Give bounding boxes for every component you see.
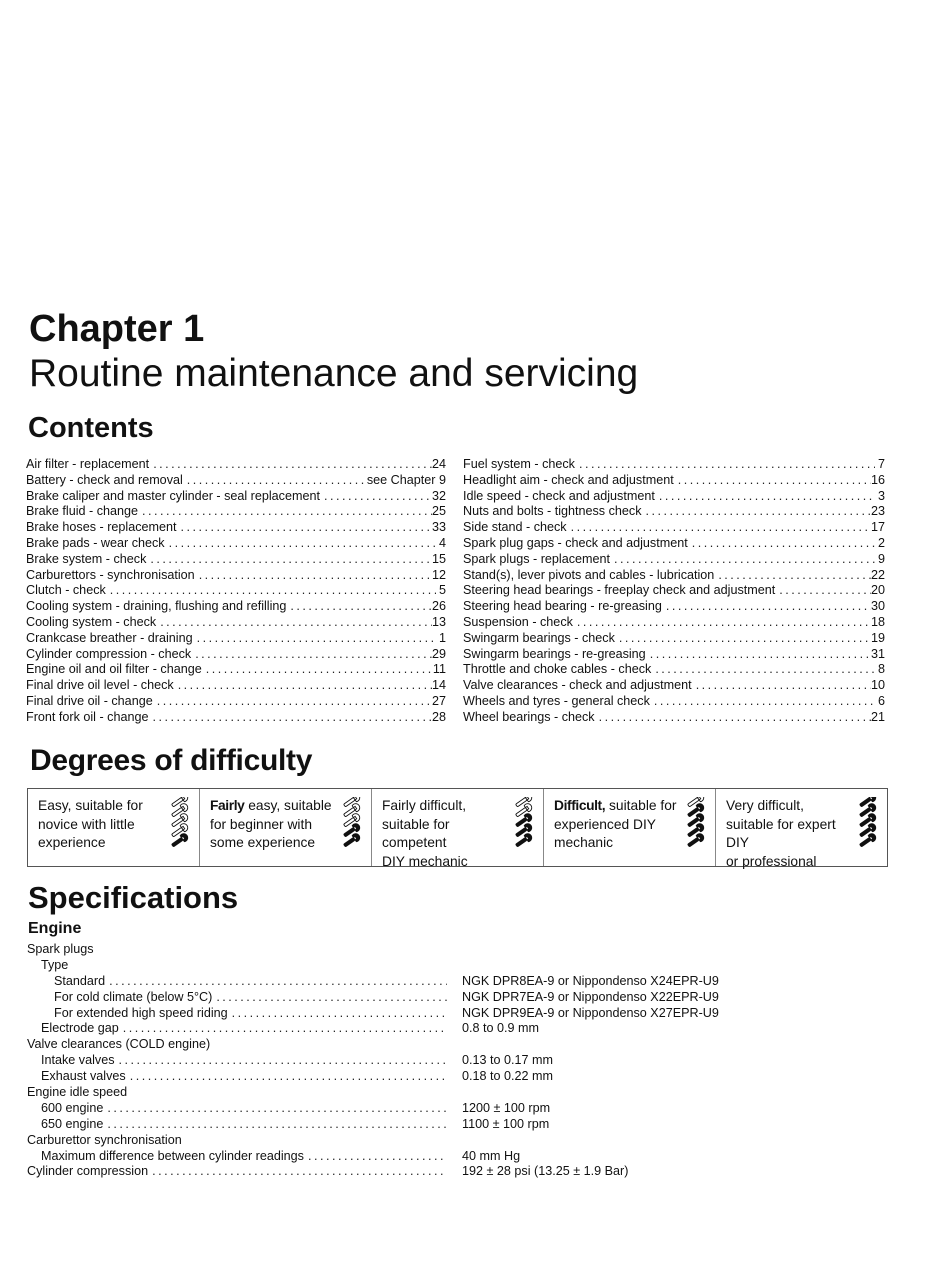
spec-label: Engine idle speed (27, 1085, 128, 1100)
spec-value: 0.13 to 0.17 mm (462, 1053, 554, 1068)
difficulty-line: DIY mechanic (382, 853, 468, 869)
spec-row (27, 974, 767, 990)
toc-entry-page: 30 (870, 599, 885, 614)
spec-row (27, 942, 767, 958)
toc-entry-page: 22 (870, 567, 885, 582)
toc-entry[interactable] (463, 631, 885, 647)
toc-entry-page: 5 (438, 583, 446, 598)
difficulty-line: novice with little (38, 816, 135, 832)
toc-entry[interactable] (463, 599, 885, 615)
leader-dots (183, 473, 367, 489)
difficulty-emphasis: Fairly (210, 798, 245, 813)
difficulty-scale (27, 788, 888, 867)
toc-entry-label: Throttle and choke cables - check (463, 662, 652, 677)
toc-entry-page: 6 (877, 693, 885, 708)
leader-dots (610, 552, 875, 568)
chapter-number: Chapter 1 (29, 308, 205, 350)
difficulty-line: suitable for expert DIY (726, 816, 836, 850)
spec-row (27, 1069, 767, 1085)
toc-entry-page: 28 (431, 709, 446, 724)
difficulty-line: Very difficult, (726, 798, 804, 813)
spec-label: Intake valves (41, 1053, 115, 1068)
spec-value: NGK DPR9EA-9 or Nippondenso X27EPR-U9 (462, 1005, 719, 1020)
spec-row (27, 1164, 767, 1180)
leader-dots (674, 473, 871, 489)
toc-entry-label: Headlight aim - check and adjustment (463, 472, 674, 487)
toc-entry[interactable] (463, 615, 885, 631)
difficulty-line: or professional (726, 853, 817, 869)
spec-row (27, 990, 767, 1006)
difficulty-level (200, 789, 372, 866)
toc-entry-label: Wheel bearings - check (463, 709, 595, 724)
spec-value: NGK DPR8EA-9 or Nippondenso X24EPR-U9 (462, 973, 719, 988)
toc-entry-label: Cooling system - check (26, 614, 157, 629)
leader-dots (153, 694, 432, 710)
toc-entry-label: Brake hoses - replacement (26, 520, 177, 535)
toc-entry[interactable] (463, 647, 885, 663)
toc-entry-page: 20 (870, 583, 885, 598)
spec-row (27, 1133, 767, 1149)
spec-row (27, 1117, 767, 1133)
toc-entry[interactable] (463, 473, 885, 489)
toc-entry-label: Final drive oil - change (26, 693, 153, 708)
toc-entry[interactable] (26, 457, 446, 473)
difficulty-line: suitable for (605, 798, 677, 813)
difficulty-description (726, 797, 858, 871)
spanner-rating-icon (511, 797, 535, 853)
spec-label: 600 engine (41, 1100, 104, 1115)
spec-label: Standard (54, 973, 106, 988)
leader-dots (662, 599, 871, 615)
spec-row (27, 1021, 767, 1037)
toc-entry-label: Brake caliper and master cylinder - seal replacement (26, 488, 320, 503)
leader-dots (138, 504, 432, 520)
toc-entry[interactable] (463, 583, 885, 599)
toc-entry-page: 26 (431, 599, 446, 614)
spanner-rating-icon (339, 797, 363, 853)
toc-entry-page: 2 (877, 535, 885, 550)
difficulty-line: for beginner with (210, 816, 313, 832)
toc-entry[interactable] (26, 599, 446, 615)
leader-dots (156, 615, 432, 631)
spec-row (27, 1101, 767, 1117)
leader-dots (193, 631, 436, 647)
difficulty-line: experience (38, 835, 106, 850)
difficulty-line: some experience (210, 835, 316, 850)
leader-dots (615, 631, 871, 647)
leader-dots (573, 615, 871, 631)
leader-dots (126, 1069, 447, 1085)
toc-entry[interactable] (463, 568, 885, 584)
leader-dots (174, 678, 432, 694)
toc-entry-label: Battery - check and removal (26, 472, 183, 487)
difficulty-line: Fairly difficult, (382, 798, 467, 813)
toc-entry-label: Wheels and tyres - general check (463, 693, 650, 708)
difficulty-line: suitable for competent (382, 816, 450, 850)
toc-entry[interactable] (26, 678, 446, 694)
toc-entry-page: 16 (870, 472, 885, 487)
leader-dots (191, 647, 432, 663)
toc-entry[interactable] (463, 520, 885, 536)
toc-entry[interactable] (26, 583, 446, 599)
leader-dots (642, 504, 871, 520)
toc-entry[interactable] (26, 489, 446, 505)
toc-entry-page: 27 (431, 693, 446, 708)
toc-entry-page: 21 (870, 709, 885, 724)
toc-entry-label: Crankcase breather - draining (26, 630, 193, 645)
spec-row (27, 1006, 767, 1022)
leader-dots (304, 1149, 447, 1165)
difficulty-line: experienced DIY (554, 816, 657, 832)
toc-entry-page: 18 (870, 614, 885, 629)
engine-subheading: Engine (28, 920, 82, 937)
toc-entry-page: 32 (431, 488, 446, 503)
toc-entry-label: Fuel system - check (463, 457, 575, 471)
leader-dots (165, 536, 436, 552)
difficulty-level (544, 789, 716, 866)
toc-entry-page: 33 (431, 520, 446, 535)
toc-entry-label: Swingarm bearings - re-greasing (463, 646, 646, 661)
toc-entry[interactable] (26, 520, 446, 536)
toc-entry[interactable] (26, 631, 446, 647)
difficulty-description (382, 797, 514, 871)
spec-row (27, 1149, 767, 1165)
spec-label: For cold climate (below 5°C) (54, 989, 213, 1004)
toc-entry[interactable] (26, 552, 446, 568)
leader-dots (692, 678, 871, 694)
toc-entry-page: 13 (431, 614, 446, 629)
spec-value: 1200 ± 100 rpm (462, 1100, 551, 1115)
toc-entry[interactable] (26, 647, 446, 663)
chapter-title: Routine maintenance and servicing (29, 352, 639, 395)
toc-entry-label: Engine oil and oil filter - change (26, 662, 202, 677)
difficulty-line: Easy, suitable for (38, 798, 143, 813)
toc-entry-label: Cylinder compression - check (26, 646, 192, 661)
toc-entry[interactable] (463, 678, 885, 694)
toc-entry-page: 15 (431, 551, 446, 566)
toc-entry[interactable] (26, 504, 446, 520)
leader-dots (688, 536, 875, 552)
spec-row (27, 958, 767, 974)
spec-value: 1100 ± 100 rpm (462, 1116, 550, 1131)
toc-entry-page: 23 (870, 504, 885, 519)
toc-entry-label: Idle speed - check and adjustment (463, 488, 655, 503)
spec-value: 192 ± 28 psi (13.25 ± 1.9 Bar) (462, 1164, 629, 1179)
leader-dots (115, 1053, 447, 1069)
leader-dots (149, 457, 432, 473)
spec-label: Electrode gap (41, 1021, 119, 1036)
toc-entry[interactable] (463, 536, 885, 552)
leader-dots (103, 1117, 447, 1133)
leader-dots (195, 568, 432, 584)
toc-entry-label: Final drive oil level - check (26, 678, 174, 693)
toc-entry-page: see Chapter 9 (366, 472, 446, 487)
toc-entry-page: 24 (431, 457, 446, 471)
spec-label: For extended high speed riding (54, 1005, 228, 1020)
toc-entry[interactable] (463, 504, 885, 520)
toc-entry-label: Air filter - replacement (26, 457, 150, 471)
spec-value: 0.8 to 0.9 mm (462, 1021, 539, 1036)
toc-entry-page: 19 (870, 630, 885, 645)
contents-right-column (463, 457, 885, 726)
spec-value: 40 mm Hg (462, 1148, 521, 1163)
leader-dots (775, 583, 871, 599)
spec-row (27, 1037, 767, 1053)
toc-entry[interactable] (463, 552, 885, 568)
difficulty-line: easy, suitable (244, 798, 332, 813)
toc-entry[interactable] (26, 694, 446, 710)
leader-dots (119, 1021, 447, 1037)
leader-dots (286, 599, 432, 615)
difficulty-level (716, 789, 887, 869)
toc-entry-label: Brake fluid - change (26, 504, 139, 519)
specifications-heading: Specifications (28, 880, 239, 915)
spanner-rating-icon (167, 797, 191, 853)
toc-entry[interactable] (463, 710, 885, 726)
toc-entry[interactable] (463, 694, 885, 710)
toc-entry[interactable] (26, 710, 446, 726)
toc-entry-label: Brake system - check (26, 551, 147, 566)
leader-dots (228, 1006, 447, 1022)
leader-dots (105, 974, 447, 990)
contents-left-column (26, 457, 446, 726)
toc-entry-label: Steering head bearing - re-greasing (463, 599, 662, 614)
toc-entry[interactable] (463, 457, 885, 473)
toc-entry-page: 9 (877, 551, 885, 566)
spec-label: Type (41, 957, 69, 972)
toc-entry[interactable] (26, 473, 446, 489)
difficulty-description (38, 797, 170, 853)
toc-entry[interactable] (463, 489, 885, 505)
difficulty-level (372, 789, 544, 869)
difficulty-heading: Degrees of difficulty (30, 744, 313, 777)
spec-label: Cylinder compression (27, 1164, 149, 1179)
toc-entry-label: Front fork oil - change (26, 709, 149, 724)
toc-entry-page: 4 (438, 535, 446, 550)
leader-dots (320, 489, 432, 505)
toc-entry-label: Clutch - check (26, 583, 106, 598)
leader-dots (567, 520, 871, 536)
engine-specifications (27, 942, 767, 1180)
toc-entry-page: 25 (431, 504, 446, 519)
leader-dots (714, 568, 871, 584)
spec-value: NGK DPR7EA-9 or Nippondenso X22EPR-U9 (462, 989, 719, 1004)
spec-label: Maximum difference between cylinder readings (41, 1148, 304, 1163)
difficulty-description (554, 797, 686, 853)
toc-entry[interactable] (26, 662, 446, 678)
spec-label: Spark plugs (27, 942, 94, 956)
toc-entry-page: 31 (870, 646, 885, 661)
toc-entry-label: Swingarm bearings - check (463, 630, 615, 645)
spec-value: 0.18 to 0.22 mm (462, 1069, 554, 1084)
difficulty-emphasis: Difficult, (554, 798, 606, 813)
leader-dots (575, 457, 875, 473)
toc-entry[interactable] (26, 568, 446, 584)
toc-entry-page: 7 (877, 457, 885, 471)
spanner-rating-icon (683, 797, 707, 853)
leader-dots (106, 583, 436, 599)
toc-entry-label: Suspension - check (463, 614, 573, 629)
toc-entry-page: 8 (877, 662, 885, 677)
toc-entry-label: Stand(s), lever pivots and cables - lubrication (463, 567, 715, 582)
leader-dots (651, 662, 875, 678)
toc-entry-label: Spark plugs - replacement (463, 551, 610, 566)
spec-label: 650 engine (41, 1116, 104, 1131)
spec-label: Exhaust valves (41, 1069, 126, 1084)
leader-dots (212, 990, 447, 1006)
leader-dots (202, 662, 433, 678)
toc-entry-label: Valve clearances - check and adjustment (463, 678, 692, 693)
leader-dots (595, 710, 871, 726)
contents-heading: Contents (28, 412, 154, 444)
leader-dots (146, 552, 432, 568)
toc-entry-page: 12 (431, 567, 446, 582)
toc-entry-page: 14 (431, 678, 446, 693)
toc-entry-label: Carburettors - synchronisation (26, 567, 195, 582)
toc-entry-page: 17 (870, 520, 885, 535)
spec-label: Carburettor synchronisation (27, 1132, 182, 1147)
toc-entry[interactable] (26, 536, 446, 552)
spec-label: Valve clearances (COLD engine) (27, 1037, 211, 1052)
leader-dots (149, 710, 432, 726)
spec-row (27, 1053, 767, 1069)
toc-entry-label: Spark plug gaps - check and adjustment (463, 535, 688, 550)
toc-entry-label: Brake pads - wear check (26, 535, 165, 550)
toc-entry-label: Cooling system - draining, flushing and refilling (26, 599, 287, 614)
toc-entry-page: 11 (432, 662, 446, 677)
difficulty-description (210, 797, 342, 853)
difficulty-line: mechanic (554, 835, 614, 850)
toc-entry[interactable] (26, 615, 446, 631)
spanner-rating-icon (855, 797, 879, 853)
toc-entry-label: Nuts and bolts - tightness check (463, 504, 642, 519)
leader-dots (650, 694, 875, 710)
toc-entry-page: 3 (877, 488, 885, 503)
toc-entry[interactable] (463, 662, 885, 678)
toc-entry-page: 29 (431, 646, 446, 661)
leader-dots (646, 647, 871, 663)
toc-entry-label: Steering head bearings - freeplay check and adjustment (463, 583, 776, 598)
toc-entry-page: 10 (870, 678, 885, 693)
difficulty-level (28, 789, 200, 866)
spec-row (27, 1085, 767, 1101)
leader-dots (103, 1101, 447, 1117)
toc-entry-page: 1 (438, 630, 446, 645)
leader-dots (148, 1164, 447, 1180)
leader-dots (655, 489, 875, 505)
leader-dots (177, 520, 432, 536)
toc-entry-label: Side stand - check (463, 520, 567, 535)
